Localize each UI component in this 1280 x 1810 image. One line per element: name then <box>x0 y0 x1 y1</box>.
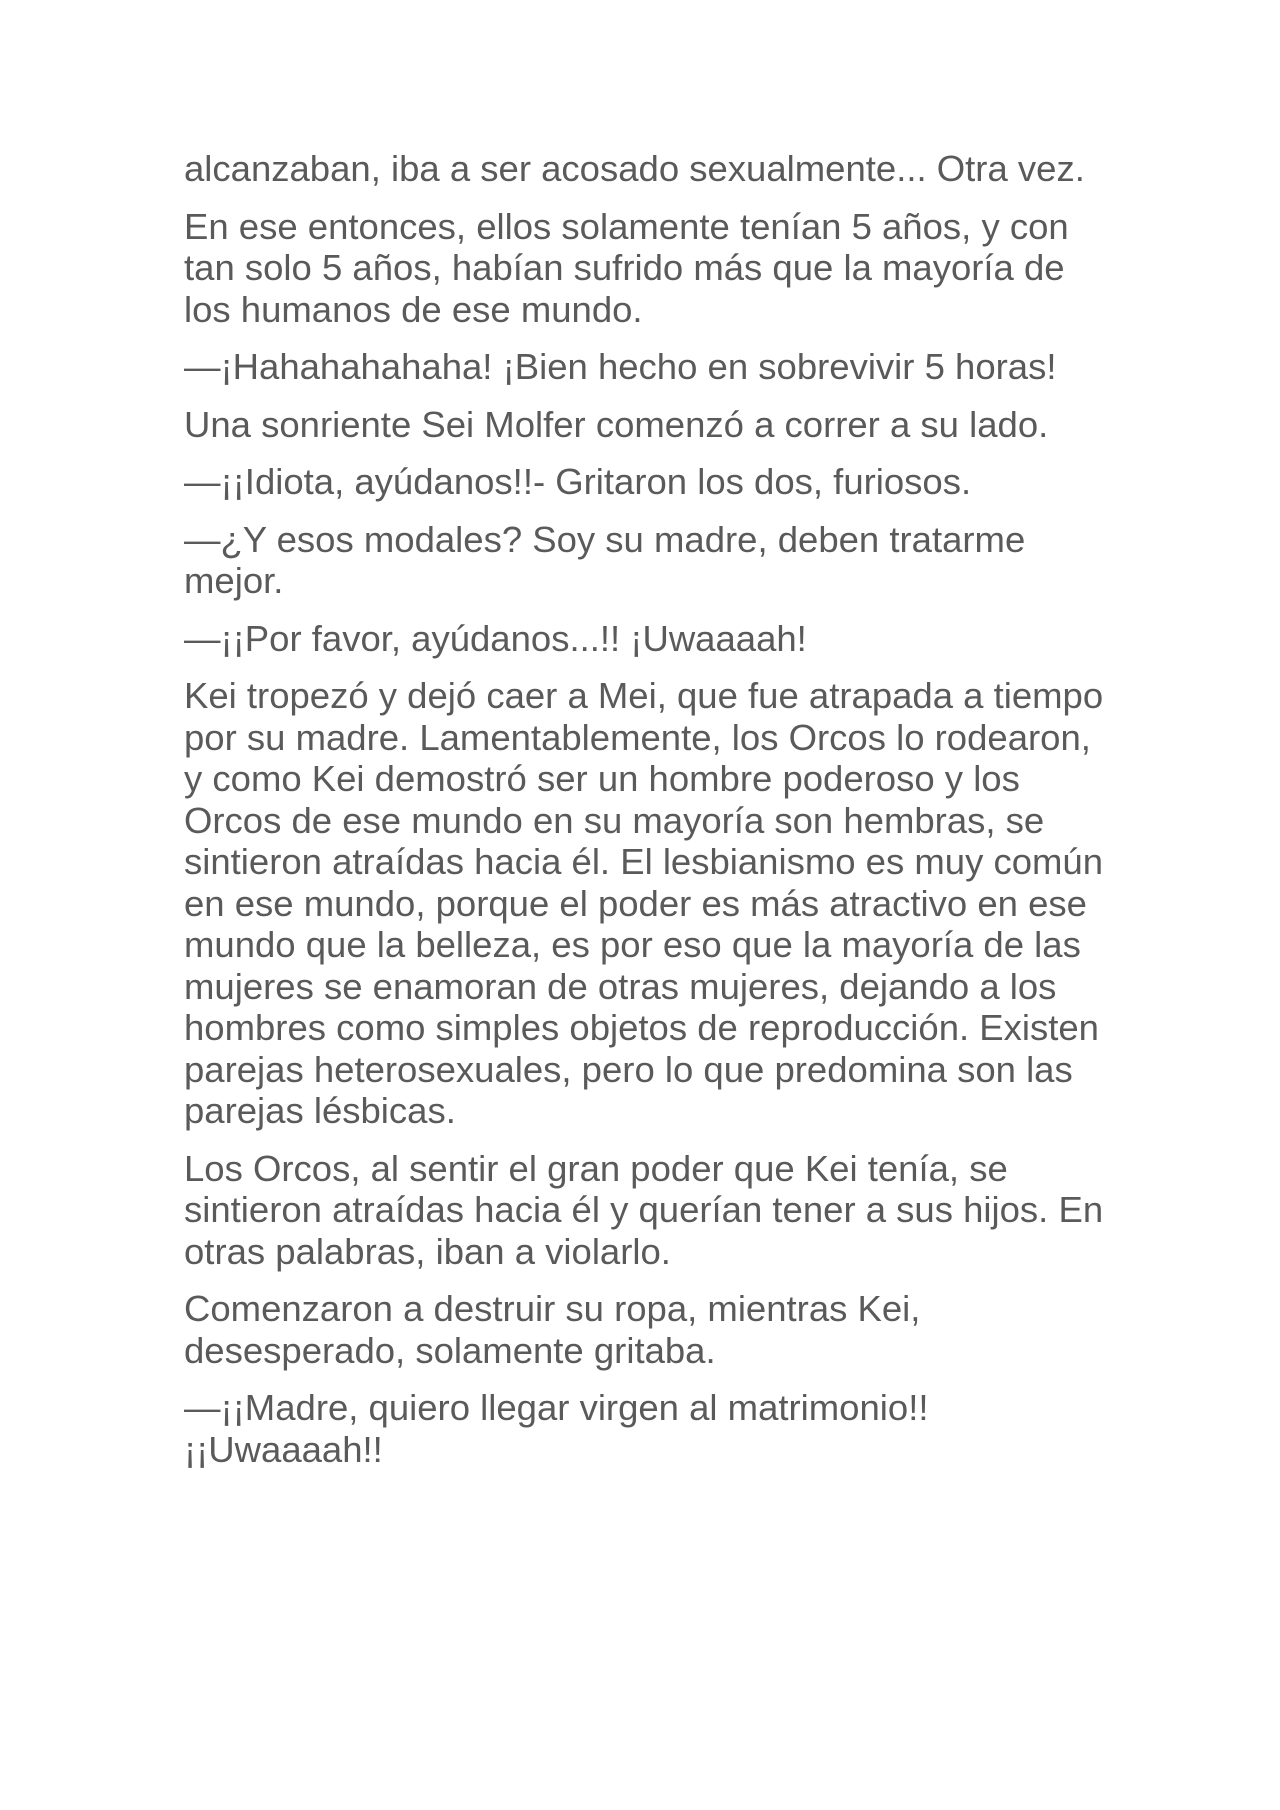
paragraph: —¡Hahahahahaha! ¡Bien hecho en sobrevivir 5 horas! <box>184 346 1057 387</box>
paragraph: —¡¡Idiota, ayúdanos!!- Gritaron los dos, furiosos. <box>184 461 972 502</box>
paragraph: Una sonriente Sei Molfer comenzó a correr a su lado. <box>184 403 1049 445</box>
paragraph: En ese entonces, ellos solamente tenían 5 años, y con tan solo 5 años, habían sufrido más que la mayoría de los humanos de ese mundo. <box>184 205 1069 330</box>
paragraph: Kei tropezó y dejó caer a Mei, que fue atrapada a tiempo por su madre. Lamentablemente, los Orcos lo rodearon, y como Kei demostró ser un hombre poderoso y los Orcos de ese mundo en su mayoría son hembras, se sintieron atraídas hacia él. El lesbianismo es muy común en ese mundo, porque el poder es más atractivo en ese mundo que la belleza, es por eso que la mayoría de las mujeres se enamoran de otras mujeres, dejando a los hombres como simples objetos de reproducción. Existen parejas heterosexuales, pero lo que predomina son las parejas lésbicas. <box>184 675 1104 1131</box>
paragraph: Comenzaron a destruir su ropa, mientras Kei, desesperado, solamente gritaba. <box>184 1288 921 1371</box>
paragraph: —¡¡Por favor, ayúdanos...!! ¡Uwaaaah! <box>184 617 807 659</box>
paragraph: —¡¡Madre, quiero llegar virgen al matrimonio!! ¡¡Uwaaaah!! <box>184 1387 929 1470</box>
paragraph: —¿Y esos modales? Soy su madre, deben tratarme mejor. <box>184 518 1026 601</box>
body-text <box>184 148 1114 1486</box>
paragraph: Los Orcos, al sentir el gran poder que Kei tenía, se sintieron atraídas hacia él y querían tener a sus hijos. En otras palabras, iban a violarlo. <box>184 1147 1104 1272</box>
paragraph: alcanzaban, iba a ser acosado sexualmente... Otra vez. <box>184 148 1085 189</box>
